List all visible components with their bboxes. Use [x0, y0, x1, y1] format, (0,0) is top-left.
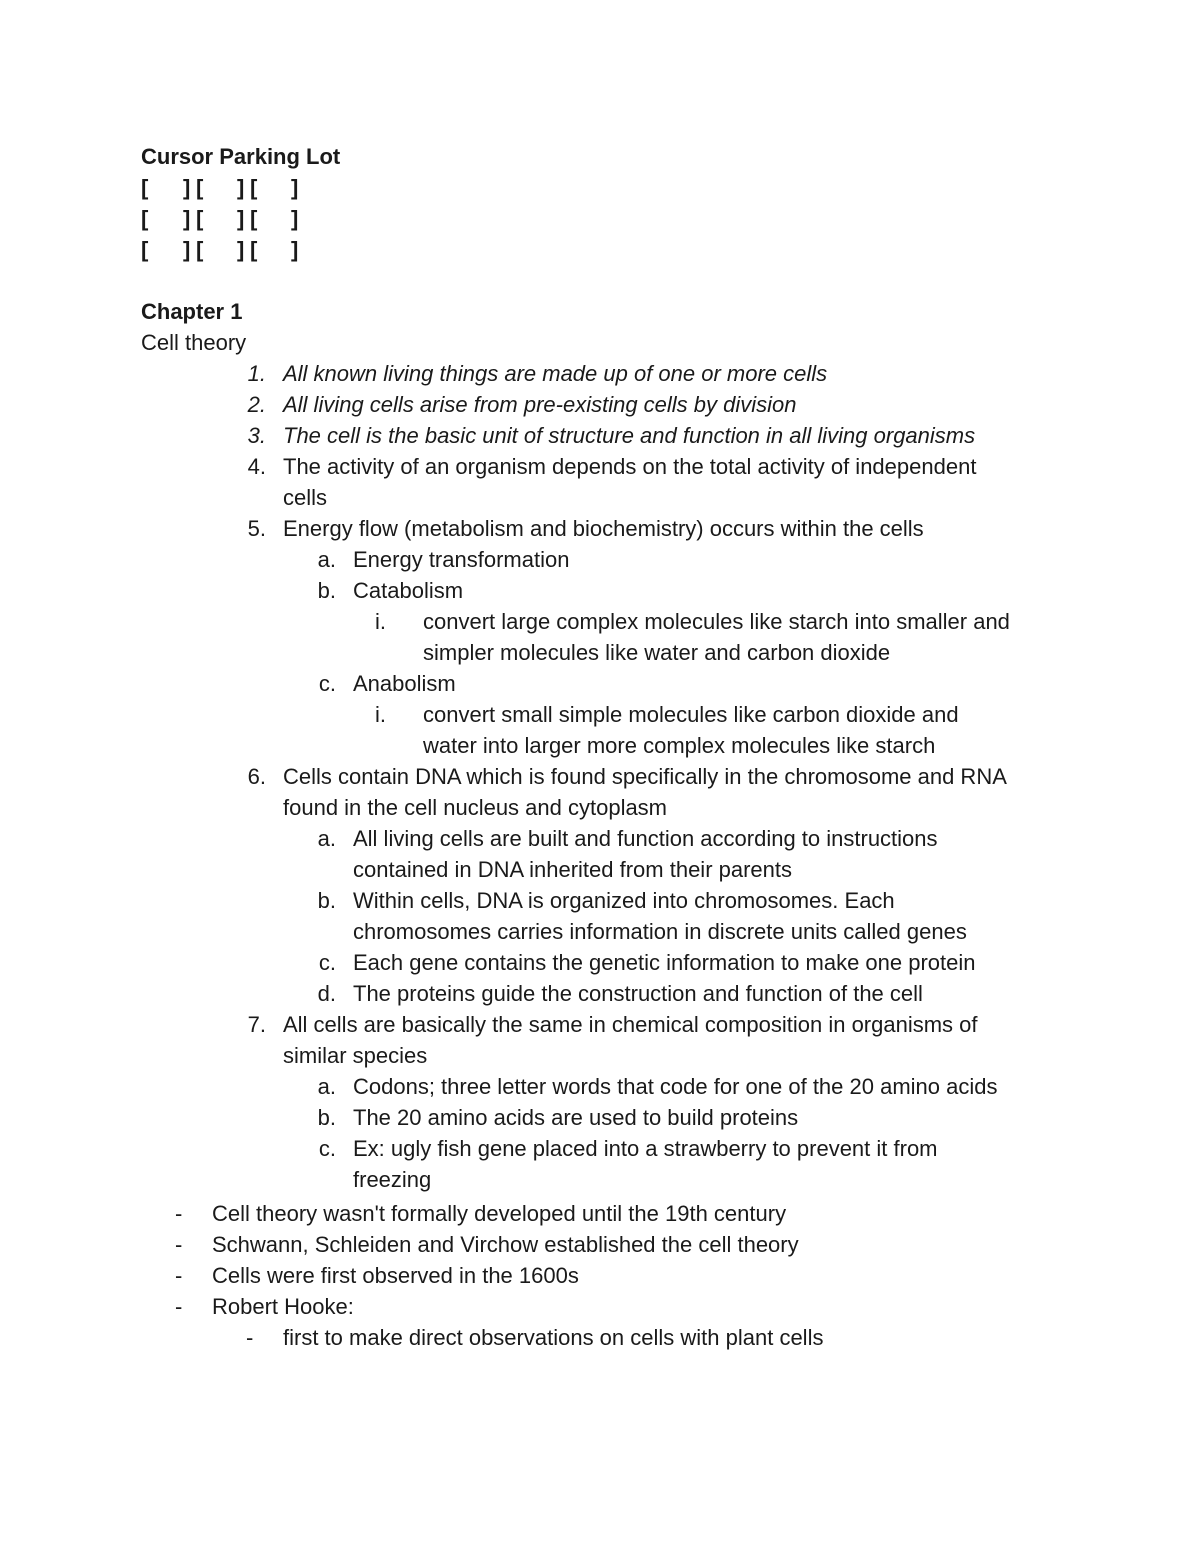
list-item-text: Cells contain DNA which is found specifically in the chromosome and RNA	[283, 764, 1007, 789]
list-marker: c.	[318, 950, 336, 975]
list-item-text: Catabolism	[353, 578, 464, 603]
list-marker: d.	[317, 981, 336, 1006]
list-item-text: The 20 amino acids are used to build proteins	[353, 1105, 799, 1130]
bracket-open: [	[196, 237, 204, 262]
list-item-text-continued: freezing	[353, 1167, 432, 1192]
list-item-text: The cell is the basic unit of structure and function in all living organisms	[283, 423, 976, 448]
list-item-text: Energy flow (metabolism and biochemistry) occurs within the cells	[283, 516, 924, 541]
list-item-text: Energy transformation	[353, 547, 570, 572]
list-marker: 6.	[247, 764, 266, 789]
dash-marker: -	[175, 1263, 183, 1288]
dash-marker: -	[175, 1232, 183, 1257]
bracket-close: ]	[183, 237, 191, 262]
bracket-open: [	[196, 206, 204, 231]
list-marker: a.	[317, 1074, 336, 1099]
list-marker: 7.	[247, 1012, 266, 1037]
list-item-text-continued: found in the cell nucleus and cytoplasm	[283, 795, 668, 820]
list-item-text: All cells are basically the same in chemical composition in organisms of	[283, 1012, 978, 1037]
dash-marker: -	[175, 1294, 183, 1319]
dash-marker: -	[175, 1201, 183, 1226]
list-marker: 2.	[247, 392, 266, 417]
list-item-text-continued: cells	[283, 485, 328, 510]
chapter-title: Chapter 1	[141, 299, 243, 324]
list-item-text: Ex: ugly fish gene placed into a strawberry to prevent it from	[353, 1136, 938, 1161]
list-item-text: All living cells arise from pre-existing cells by division	[283, 392, 797, 417]
list-item-text: Within cells, DNA is organized into chromosomes. Each	[353, 888, 895, 913]
bracket-close: ]	[291, 206, 299, 231]
list-marker: 4.	[247, 454, 266, 479]
note-text: Cells were first observed in the 1600s	[212, 1263, 579, 1288]
bracket-open: [	[250, 237, 258, 262]
list-item-text: All living cells are built and function according to instructions	[353, 826, 938, 851]
list-marker: 1.	[247, 361, 266, 386]
list-item-text-continued: similar species	[283, 1043, 428, 1068]
section-subtitle: Cell theory	[141, 330, 247, 355]
note-text: Robert Hooke:	[212, 1294, 354, 1319]
list-marker: b.	[317, 1105, 336, 1130]
list-marker: 3.	[247, 423, 266, 448]
note-text: Cell theory wasn't formally developed until the 19th century	[212, 1201, 787, 1226]
bracket-open: [	[141, 206, 149, 231]
note-text: Schwann, Schleiden and Virchow established the cell theory	[212, 1232, 799, 1257]
note-text: first to make direct observations on cells with plant cells	[283, 1325, 824, 1350]
bracket-open: [	[196, 175, 204, 200]
bracket-close: ]	[237, 206, 245, 231]
list-item-text-continued: water into larger more complex molecules like starch	[423, 733, 936, 758]
list-marker: c.	[318, 671, 336, 696]
list-item-text: All known living things are made up of one or more cells	[283, 361, 828, 386]
list-item-text: Codons; three letter words that code for one of the 20 amino acids	[353, 1074, 998, 1099]
list-marker: a.	[317, 826, 336, 851]
bracket-open: [	[250, 175, 258, 200]
list-item-text-continued: chromosomes carries information in discrete units called genes	[353, 919, 967, 944]
list-item-text: The proteins guide the construction and function of the cell	[353, 981, 923, 1006]
list-marker: b.	[317, 578, 336, 603]
bracket-close: ]	[183, 206, 191, 231]
list-item-text: Each gene contains the genetic information to make one protein	[353, 950, 976, 975]
bracket-open: [	[250, 206, 258, 231]
list-item-text: Anabolism	[353, 671, 456, 696]
bracket-open: [	[141, 237, 149, 262]
list-item-text-continued: contained in DNA inherited from their parents	[353, 857, 793, 882]
list-marker: b.	[317, 888, 336, 913]
list-marker: i.	[375, 702, 386, 727]
list-marker: 5.	[247, 516, 266, 541]
bracket-close: ]	[183, 175, 191, 200]
list-item-text: convert large complex molecules like starch into smaller and	[423, 609, 1010, 634]
list-marker: c.	[318, 1136, 336, 1161]
list-marker: a.	[317, 547, 336, 572]
list-item-text: The activity of an organism depends on the total activity of independent	[283, 454, 977, 479]
list-marker: i.	[375, 609, 386, 634]
bracket-close: ]	[237, 175, 245, 200]
bracket-close: ]	[291, 175, 299, 200]
list-item-text-continued: simpler molecules like water and carbon dioxide	[423, 640, 891, 665]
parking-lot-title: Cursor Parking Lot	[141, 144, 341, 169]
bracket-close: ]	[291, 237, 299, 262]
list-item-text: convert small simple molecules like carbon dioxide and	[423, 702, 959, 727]
bracket-close: ]	[237, 237, 245, 262]
bracket-open: [	[141, 175, 149, 200]
dash-marker: -	[246, 1325, 254, 1350]
